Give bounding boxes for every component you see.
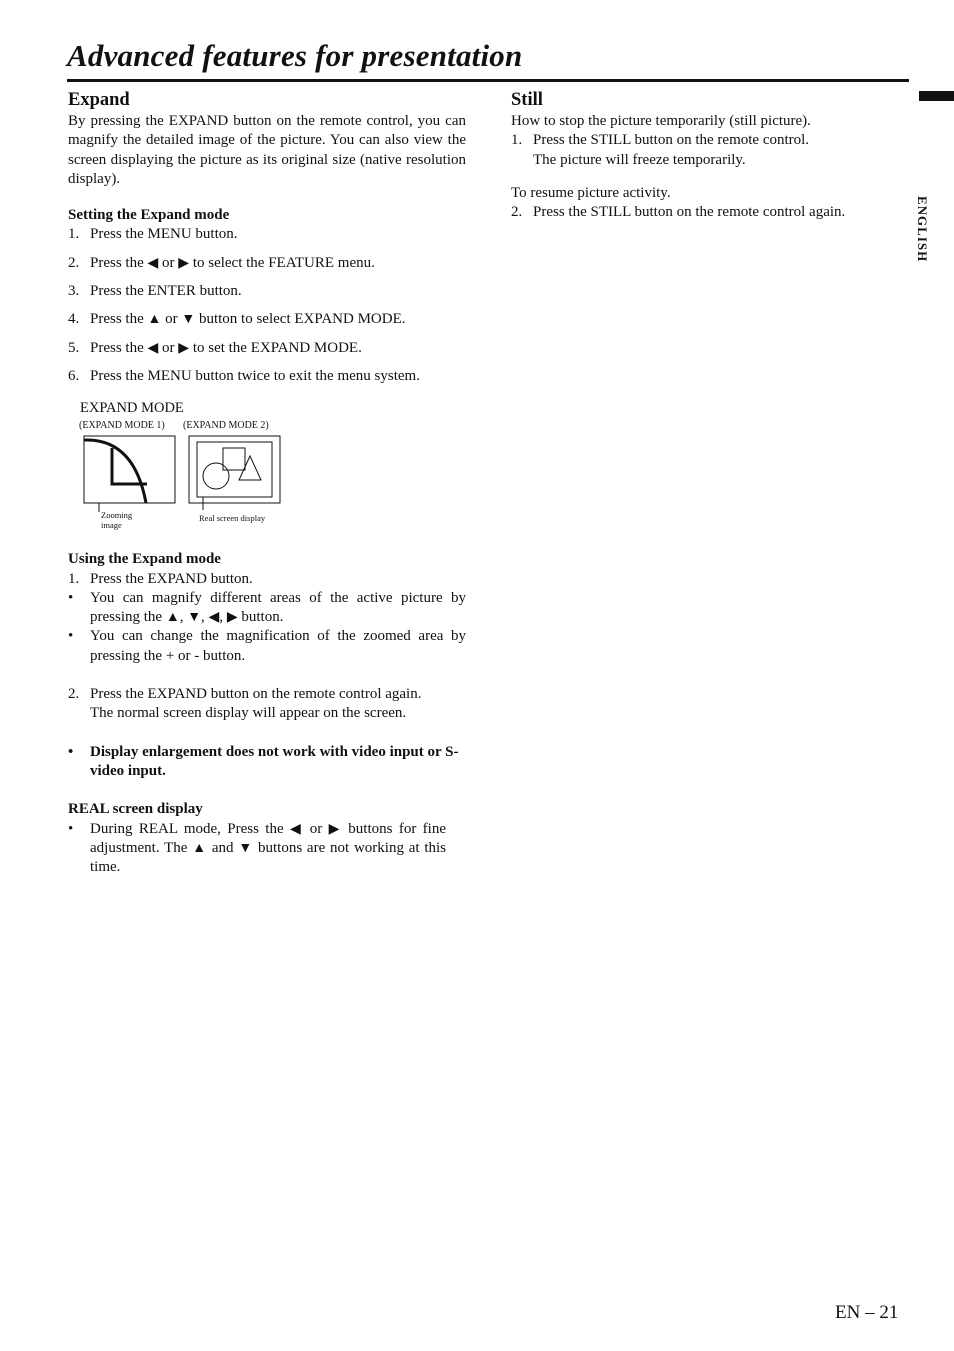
bullet-magnification: • You can change the magnification of the zoomed area by pressing the + or - button. bbox=[68, 628, 466, 664]
side-tab-marker bbox=[919, 91, 954, 101]
zoomed-square-corner bbox=[112, 448, 147, 484]
down-triangle-icon: ▼ bbox=[187, 610, 202, 626]
still-step-2: 2. Press the STILL button on the remote control again. bbox=[511, 204, 846, 221]
right-triangle-icon: ▶ bbox=[178, 255, 190, 271]
expand-heading: Expand bbox=[68, 90, 130, 110]
figure-label-mode1: (EXPAND MODE 1) bbox=[79, 420, 165, 432]
zoom-frame bbox=[84, 436, 175, 503]
step-2: 2. Press the ◀ or ▶ to select the FEATURE menu. bbox=[68, 254, 375, 271]
down-triangle-icon: ▼ bbox=[181, 312, 196, 328]
using-step-1: 1. Press the EXPAND button. bbox=[68, 570, 253, 587]
side-tab-label: ENGLISH bbox=[915, 196, 930, 263]
page-number: EN – 21 bbox=[835, 1302, 899, 1323]
left-triangle-icon: ◀ bbox=[147, 340, 159, 356]
left-triangle-icon: ◀ bbox=[208, 610, 220, 626]
down-triangle-icon: ▼ bbox=[238, 840, 254, 856]
real-circle-icon bbox=[203, 463, 229, 489]
still-intro: How to stop the picture temporarily (still picture). bbox=[511, 113, 811, 129]
step-3: 3. Press the ENTER button. bbox=[68, 283, 242, 300]
still-section bbox=[511, 88, 883, 222]
step-4: 4. Press the ▲ or ▼ button to select EXPAND MODE. bbox=[68, 311, 406, 328]
caption-real-screen: Real screen display bbox=[199, 513, 266, 524]
up-triangle-icon: ▲ bbox=[192, 840, 208, 856]
still-resume: To resume picture activity. bbox=[511, 184, 671, 201]
up-triangle-icon: ▲ bbox=[147, 312, 162, 328]
title-rule bbox=[67, 79, 909, 82]
note-enlargement: • Display enlargement does not work with video input or S-video input. bbox=[68, 743, 459, 779]
real-triangle-icon bbox=[239, 456, 261, 480]
figure-title: EXPAND MODE bbox=[80, 400, 184, 417]
right-triangle-icon: ▶ bbox=[178, 340, 190, 356]
using-heading: Using the Expand mode bbox=[68, 551, 221, 568]
expand-section bbox=[68, 88, 466, 877]
left-triangle-icon: ◀ bbox=[289, 821, 304, 837]
page-title: Advanced features for presentation bbox=[67, 38, 523, 73]
bullet-real-mode: • During REAL mode, Press the ◀ or ▶ buttons for fine adjustment. The ▲ and ▼ buttons are not working at this time. bbox=[68, 820, 447, 876]
setting-heading: Setting the Expand mode bbox=[68, 207, 230, 224]
step-5: 5. Press the ◀ or ▶ to set the EXPAND MODE. bbox=[68, 339, 362, 356]
step-1: 1. Press the MENU button. bbox=[68, 226, 238, 243]
bullet-magnify: • You can magnify different areas of the active picture by pressing the ▲, ▼, ◀, ▶ button. bbox=[68, 589, 466, 626]
right-triangle-icon: ▶ bbox=[226, 610, 238, 626]
expand-intro: By pressing the EXPAND button on the remote control, you can magnify the detailed image of the picture. You can also view the screen displaying the picture as its original size (native resolution display). bbox=[68, 113, 466, 187]
real-heading: REAL screen display bbox=[68, 801, 203, 818]
still-step-1: 1. Press the STILL button on the remote control. The picture will freeze temporarily. bbox=[511, 132, 810, 168]
real-square-icon bbox=[223, 448, 245, 470]
up-triangle-icon: ▲ bbox=[165, 610, 180, 626]
figure-label-mode2: (EXPAND MODE 2) bbox=[183, 420, 269, 432]
zoomed-circle-arc bbox=[84, 440, 146, 503]
right-triangle-icon: ▶ bbox=[328, 821, 342, 837]
left-triangle-icon: ◀ bbox=[147, 255, 159, 271]
still-heading: Still bbox=[511, 90, 543, 110]
using-step-2: 2. Press the EXPAND button on the remote control again. The normal screen display will appear on the screen. bbox=[68, 686, 422, 722]
expand-mode-diagram bbox=[82, 434, 282, 516]
caption-zooming-image: Zooming image bbox=[101, 510, 133, 531]
expand-mode-figure bbox=[68, 400, 466, 550]
step-6: 6. Press the MENU button twice to exit the menu system. bbox=[68, 367, 420, 384]
